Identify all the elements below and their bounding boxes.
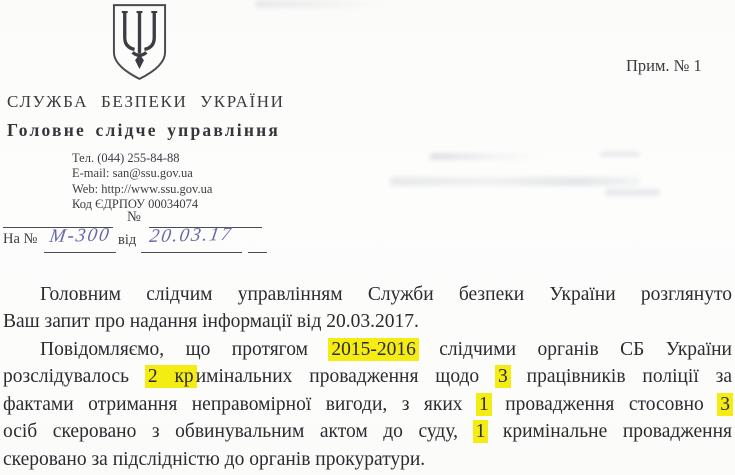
reply-number-label: На № — [3, 231, 38, 247]
scan-artifact — [600, 151, 640, 157]
highlighted-value: 1 — [478, 393, 489, 415]
org-name: СЛУЖБА БЕЗПЕКИ УКРАЇНИ — [7, 92, 285, 111]
text-segment: имінальних провадження щодо — [195, 366, 497, 388]
scan-artifact — [390, 177, 640, 186]
text-segment: працівників поліції за — [509, 366, 732, 388]
text-segment: провадження стосовно — [490, 393, 719, 415]
ukraine-trident-emblem-icon — [110, 3, 169, 82]
scan-artifact — [255, 0, 385, 8]
handwritten-reply-date: 20.03.17 — [148, 223, 235, 248]
text-line — [3, 446, 732, 473]
text-segment: розслідувалось — [3, 366, 146, 388]
text-segment: Головним слідчим управлінням Служби безпеки України розглянуто — [40, 284, 732, 305]
text-segment: фактами отримання неправомірної вигоди, з яких — [3, 393, 477, 415]
text-segment: Ваш запит про надання інформації від 20.03.2017. — [3, 311, 419, 333]
copy-number-note: Прим. № 1 — [626, 56, 702, 75]
contact-phone: Тел. (044) 255-84-88 — [72, 151, 180, 165]
text-line — [3, 308, 732, 335]
text-segment: осіб скеровано з обвинувальним актом до суду, — [3, 421, 474, 443]
text-line — [3, 336, 732, 363]
highlighted-value: 2015-2016 — [331, 339, 416, 360]
contact-web: Web: http://www.ssu.gov.ua — [72, 181, 213, 196]
contact-edrpou: Код ЄДРПОУ 00034074 — [72, 196, 199, 211]
scan-artifact — [605, 189, 660, 196]
text-line — [3, 391, 732, 418]
contact-block — [72, 151, 212, 212]
highlighted-value: 1 — [475, 421, 486, 443]
highlighted-value: 2 кр — [147, 366, 194, 388]
reply-date-line-extra — [248, 236, 267, 253]
paragraph-intro — [3, 281, 732, 336]
text-line — [3, 281, 732, 308]
text-line — [3, 418, 732, 445]
number-label: № — [127, 209, 141, 225]
handwritten-reply-number: М-300 — [48, 224, 113, 248]
division-name: Головне слідче управління — [7, 120, 281, 140]
erased-recipient-area — [390, 145, 670, 205]
paragraph-statistics — [3, 336, 732, 473]
text-segment: кримінальне провадження — [487, 421, 732, 443]
text-segment: скеровано за підслідністю до органів прокуратури. — [3, 448, 426, 470]
reply-date-label: від — [118, 232, 137, 248]
text-segment: Повідомляємо, що протягом — [40, 339, 330, 360]
text-segment: слідчими органів СБ України — [417, 339, 732, 360]
scan-artifact — [430, 153, 540, 160]
contact-email: E-mail: san@ssu.gov.ua — [72, 166, 193, 181]
highlighted-value: 3 — [720, 393, 730, 415]
text-line — [3, 363, 732, 390]
highlighted-value: 3 — [498, 366, 508, 388]
